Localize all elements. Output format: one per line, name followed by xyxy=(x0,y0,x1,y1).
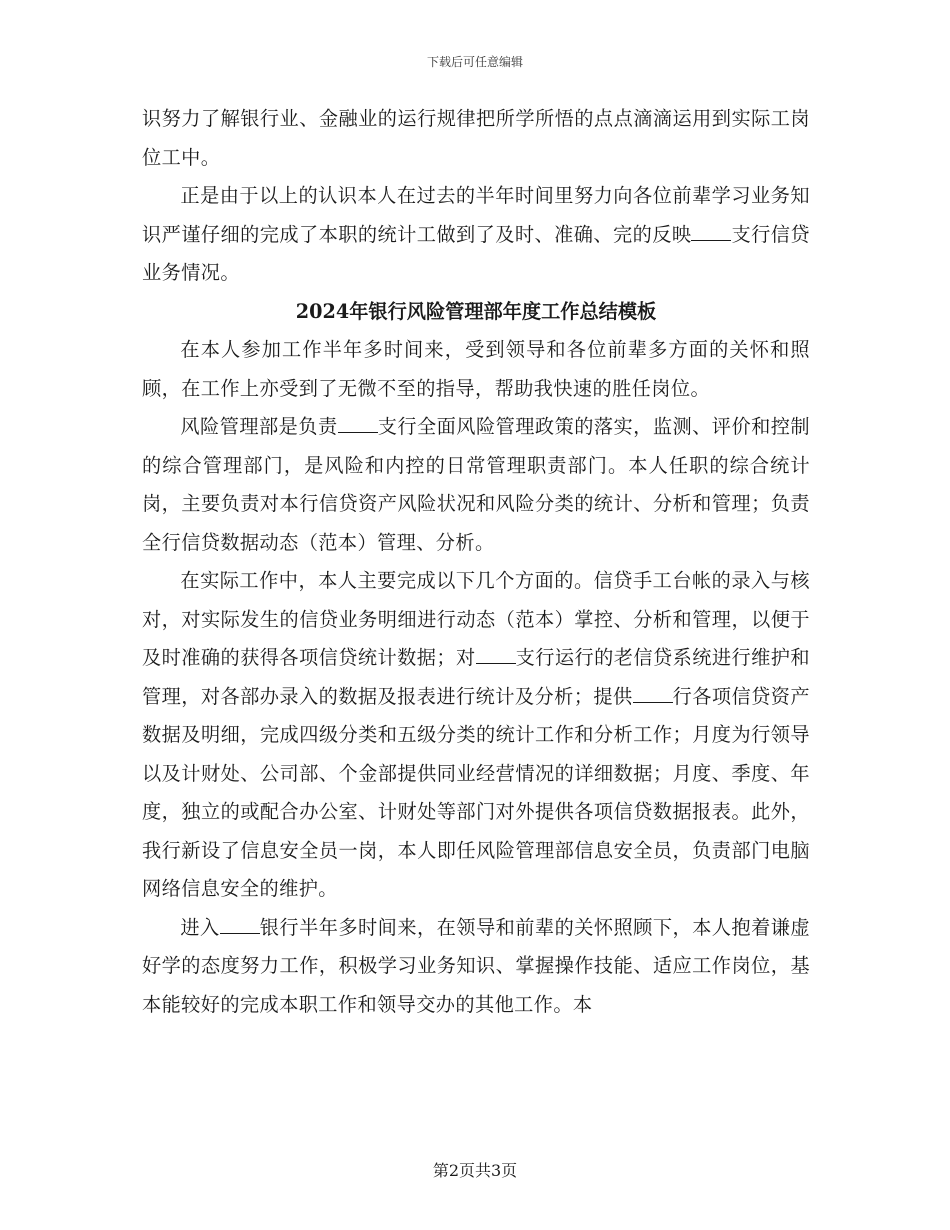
blank-line xyxy=(220,913,260,933)
paragraph-5-part-b: 支行运行的老信贷系统进行维护和管理，对各部办录入的数据及报表进行统计及分析；提供 xyxy=(142,646,810,708)
document-title: 2024年银行风险管理部年度工作总结模板 xyxy=(295,299,657,323)
paragraph-2-prefix: 反映 xyxy=(652,222,692,246)
page-header: 下载后可任意编辑 xyxy=(426,55,523,69)
paragraph-6-part-a: 进入 xyxy=(180,915,220,939)
paragraph-2 xyxy=(142,177,810,293)
paragraph-4 xyxy=(142,408,810,562)
paragraph-5-part-c: 行各项信贷资产数据及明细，完成四级分类和五级分类的统计工作和分析工作；月度为行领导以及计财处、公司部、个金部提供同业经营情况的详细数据；月度、季度、年度，独立的或配合办公室、计财处等部门对外提供各项信贷数据报表。此外，我行新设了信息安全员一岗，本人即任风险管理部信息安全员，负责部门电脑网络信息安全的维护。 xyxy=(142,684,810,900)
paragraph-1: 识努力了解银行业、金融业的运行规律把所学所悟的点点滴滴运用到实际工岗位工中。 xyxy=(142,107,810,169)
page-footer: 第2页共3页 xyxy=(432,1161,518,1180)
document-body xyxy=(142,100,810,1024)
paragraph-4-part-b: 支行全面风险管理政策的落实，监测、评价和控制的综合管理部门，是风险和内控的日常管理职责部门。本人任职的综合统计岗，主要负责对本行信贷资产风险状况和风险分类的统计、分析和管理；负责全行信贷数据动态（范本）管理、分析。 xyxy=(142,415,810,554)
blank-line xyxy=(476,644,516,664)
paragraph-5 xyxy=(142,562,810,909)
paragraph-4-part-a: 风险管理部是负责 xyxy=(180,415,338,438)
paragraph-2-text: 正是由于以上的认识本人在过去的半年时间里努力向各位前辈学习业务知识严谨仔细的完成了本职的统计工做到了及时、准确、完的 xyxy=(142,184,810,246)
paragraph-6 xyxy=(142,909,810,1025)
paragraph-6-part-b: 银行半年多时间来，在领导和前辈的关怀照顾下，本人抱着谦虚好学的态度努力工作，积极学习业务知识、掌握操作技能、适应工作岗位，基本能较好的完成本职工作和领导交办的其他工作。本 xyxy=(142,915,810,1016)
paragraph-5-part-a: 在实际工作中，本人主要完成以下几个方面的。信贷手工台帐的录入与核对，对实际发生的信贷业务明细进行动态（范本）掌控、分析和管理，以便于及时准确的获得各项信贷统计数据；对 xyxy=(142,569,810,669)
blank-line xyxy=(691,220,731,240)
blank-line xyxy=(338,413,378,433)
paragraph-2-tail: 支行信贷业务情况。 xyxy=(142,222,810,284)
blank-line xyxy=(633,682,673,702)
paragraph-3: 在本人参加工作半年多时间来，受到领导和各位前辈多方面的关怀和照顾，在工作上亦受到了无微不至的指导，帮助我快速的胜任岗位。 xyxy=(142,338,810,400)
